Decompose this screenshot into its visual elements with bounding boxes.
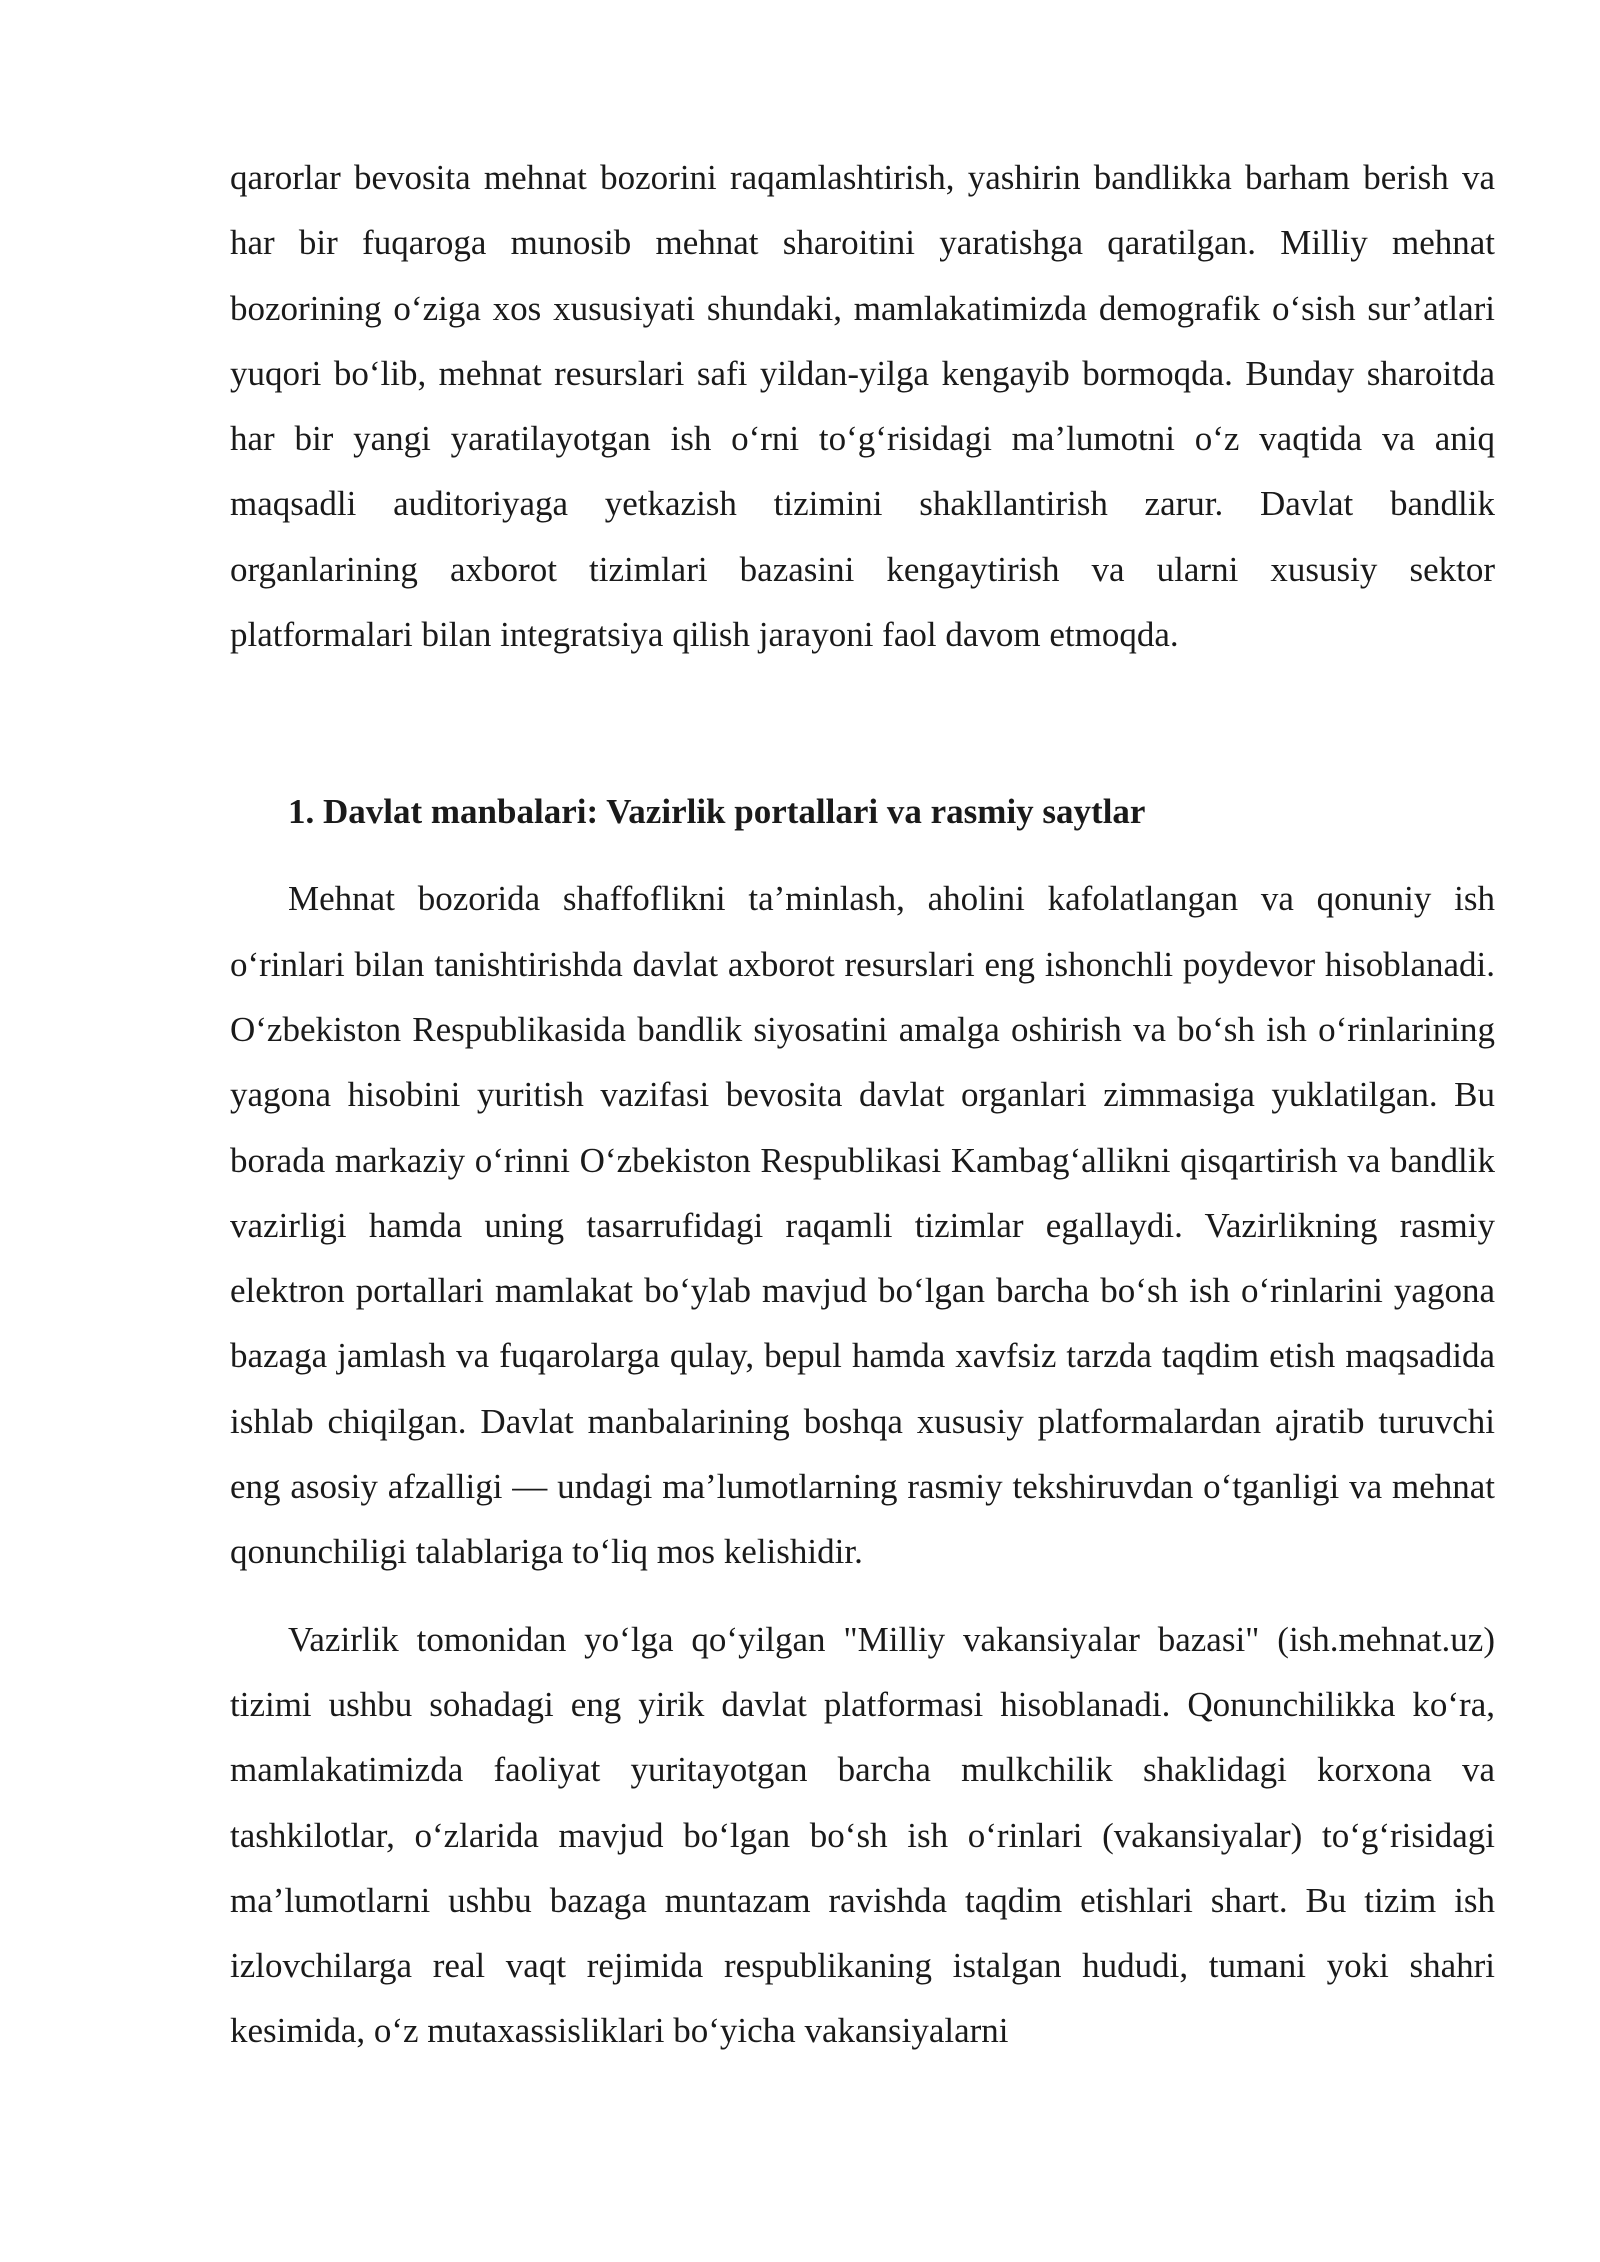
paragraph-national-vacancy-base: Vazirlik tomonidan yo‘lga qo‘yilgan "Milliy vakansiyalar bazasi" (ish.mehnat.uz) tizimi ushbu sohadagi eng yirik davlat platformasi hisoblanadi. Qonunchilikka ko‘ra, mamlakatimizda faoliyat yuritayotgan barcha mulkchilik shaklidagi korxona va tashkilotlar, o‘zlarida mavjud bo‘lgan bo‘sh ish o‘rinlari (vakansiyalar) to‘g‘risidagi ma’lumotlarni ushbu bazaga muntazam ravishda taqdim etishlari shart. Bu tizim ish izlovchilarga real vaqt rejimida respublikaning istalgan hududi, tumani yoki shahri kesimida, o‘z mutaxassisliklari bo‘yicha vakansiyalarni bbox=[230, 1619, 1495, 2051]
paragraph-continuation: qarorlar bevosita mehnat bozorini raqamlashtirish, yashirin bandlikka barham berish va har bir fuqaroga munosib mehnat sharoitini yaratishga qaratilgan. Milliy mehnat bozorining o‘ziga xos xususiyati shundaki, mamlakatimizda demografik o‘sish sur’atlari yuqori bo‘lib, mehnat resurslari safi yildan-yilga kengayib bormoqda. Bunday sharoitda har bir yangi yaratilayotgan ish o‘rni to‘g‘risidagi ma’lumotni o‘z vaqtida va aniq maqsadli auditoriyaga yetkazish tizimini shakllantirish zarur. Davlat bandlik organlarining axborot tizimlari bazasini kengaytirish va ularni xususiy sektor platformalari bilan integratsiya qilish jarayoni faol davom etmoqda. bbox=[230, 158, 1495, 655]
document-body bbox=[230, 145, 1495, 2064]
paragraph-state-sources: Mehnat bozorida shaffoflikni ta’minlash, aholini kafolatlangan va qonuniy ish o‘rinlari bilan tanishtirishda davlat axborot resurslari eng ishonchli poydevor hisoblanadi. O‘zbekiston Respublikasida bandlik siyosatini amalga oshirish va bo‘sh ish o‘rinlarining yagona hisobini yuritish vazifasi bevosita davlat organlari zimmasiga yuklatilgan. Bu borada markaziy o‘rinni O‘zbekiston Respublikasi Kambag‘allikni qisqartirish va bandlik vazirligi hamda uning tasarrufidagi raqamli tizimlar egallaydi. Vazirlikning rasmiy elektron portallari mamlakat bo‘ylab mavjud bo‘lgan barcha bo‘sh ish o‘rinlarini yagona bazaga jamlash va fuqarolarga qulay, bepul hamda xavfsiz tarzda taqdim etish maqsadida ishlab chiqilgan. Davlat manbalarining boshqa xususiy platformalardan ajratib turuvchi eng asosiy afzalligi — undagi ma’lumotlarning rasmiy tekshiruvdan o‘tganligi va mehnat qonunchiligi talablariga to‘liq mos kelishidir. bbox=[230, 879, 1495, 1572]
section-heading: 1. Davlat manbalari: Vazirlik portallari va rasmiy saytlar bbox=[288, 792, 1146, 832]
